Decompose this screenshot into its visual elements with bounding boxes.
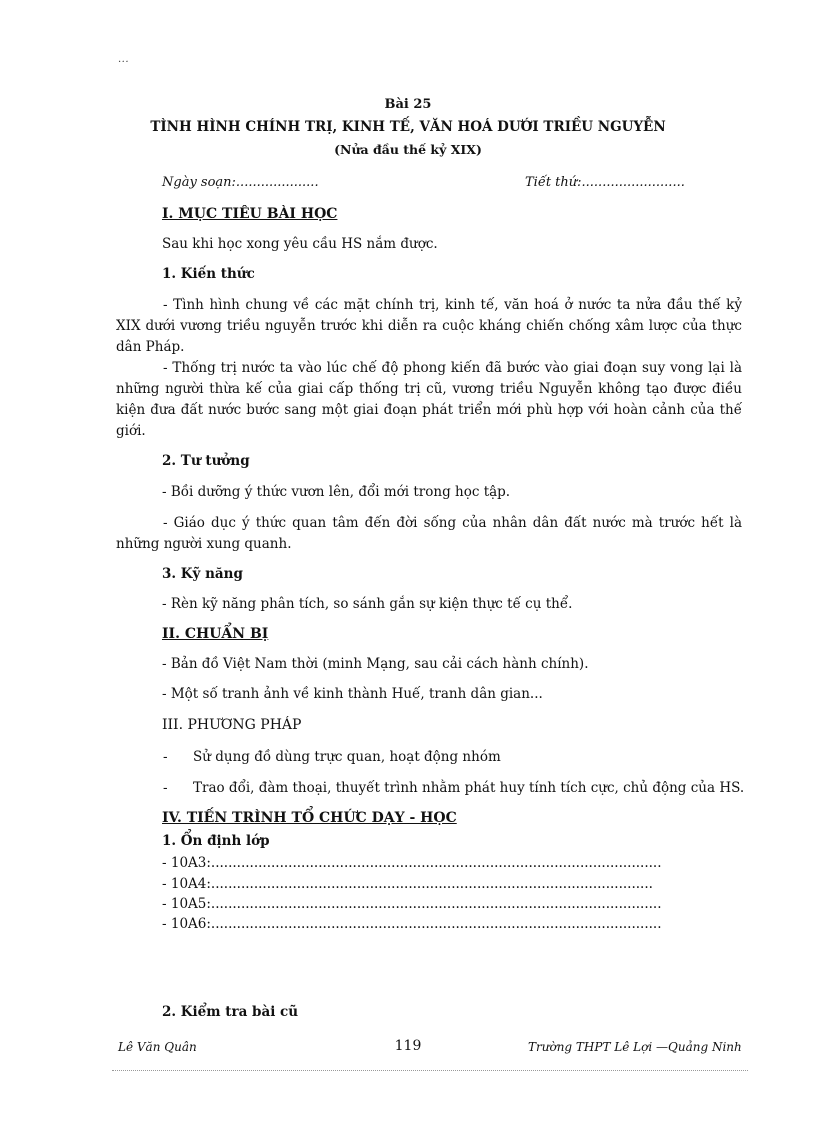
method-dash-1: -	[163, 749, 168, 765]
lesson-number: Bài 25	[384, 97, 432, 112]
section1-intro: Sau khi học xong yêu cầu HS nắm được.	[162, 236, 438, 252]
knowledge-paragraph-2: - Thống trị nước ta vào lúc chế độ phong kiến đã bước vào giai đoạn suy vong lại là những người thừa kế của giai cấp thống trị cũ, vương triều Nguyễn không tạo được điều kiện đưa đất nước bước sang một giai đoạn phát triển mới phù hợp với hoàn cảnh của thế giới.	[116, 360, 742, 439]
section1-heading: I. MỤC TIÊU BÀI HỌC	[162, 206, 338, 222]
footer-divider	[112, 1070, 748, 1071]
class-line-10a3: - 10A3:.........................................................................................................	[162, 855, 662, 871]
class-line-10a5: - 10A5:.........................................................................................................	[162, 896, 662, 912]
page-subtitle: (Nửa đầu thế kỷ XIX)	[334, 142, 482, 157]
knowledge-paragraph-1: - Tình hình chung về các mặt chính trị, kinh tế, văn hoá ở nước ta nửa đầu thế kỷ XIX dưới vương triều nguyễn trước khi diễn ra cuộc kháng chiến chống xâm lược của thực dân Pháp.	[116, 297, 742, 355]
skills-paragraph-1: - Rèn kỹ năng phân tích, so sánh gắn sự kiện thực tế cụ thể.	[162, 596, 573, 612]
review-heading: 2. Kiểm tra bài cũ	[162, 1004, 299, 1020]
skills-heading: 3. Kỹ năng	[162, 566, 243, 582]
section2-heading: II. CHUẨN BỊ	[162, 626, 269, 642]
method-item-1: Sử dụng đồ dùng trực quan, hoạt động nhóm	[193, 749, 501, 765]
stabilize-heading: 1. Ổn định lớp	[162, 833, 270, 849]
prep-item-2: - Một số tranh ảnh về kinh thành Huế, tranh dân gian...	[162, 686, 543, 702]
prep-item-1: - Bản đồ Việt Nam thời (minh Mạng, sau cải cách hành chính).	[162, 656, 589, 672]
section3-heading: III. PHƯƠNG PHÁP	[162, 717, 302, 733]
thought-paragraph-2: - Giáo dục ý thức quan tâm đến đời sống của nhân dân đất nước mà trước hết là những người xung quanh.	[116, 515, 742, 552]
knowledge-heading: 1. Kiến thức	[162, 266, 255, 282]
thought-heading: 2. Tư tưởng	[162, 453, 250, 469]
page-number: 119	[394, 1038, 422, 1054]
method-item-2: Trao đổi, đàm thoại, thuyết trình nhằm phát huy tính tích cực, chủ động của HS.	[193, 780, 745, 796]
page-title: TÌNH HÌNH CHÍNH TRỊ, KINH TẾ, VĂN HOÁ DƯỚI TRIỀU NGUYỄN	[150, 119, 666, 135]
class-line-10a4: - 10A4:.......................................................................................................	[162, 876, 653, 892]
period-label: Tiết thứ:.........................	[525, 175, 685, 190]
thought-paragraph-1: - Bồi dưỡng ý thức vươn lên, đổi mới trong học tập.	[162, 484, 511, 500]
footer-school: Trường THPT Lê Lợi —Quảng Ninh	[528, 1040, 742, 1054]
header-scribble: ...	[118, 54, 130, 65]
method-dash-2: -	[163, 780, 168, 796]
section4-heading: IV. TIẾN TRÌNH TỔ CHỨC DẠY - HỌC	[162, 810, 457, 826]
date-label: Ngày soạn:....................	[162, 175, 319, 190]
footer-author: Lê Văn Quân	[118, 1040, 197, 1054]
class-line-10a6: - 10A6:.........................................................................................................	[162, 916, 662, 932]
